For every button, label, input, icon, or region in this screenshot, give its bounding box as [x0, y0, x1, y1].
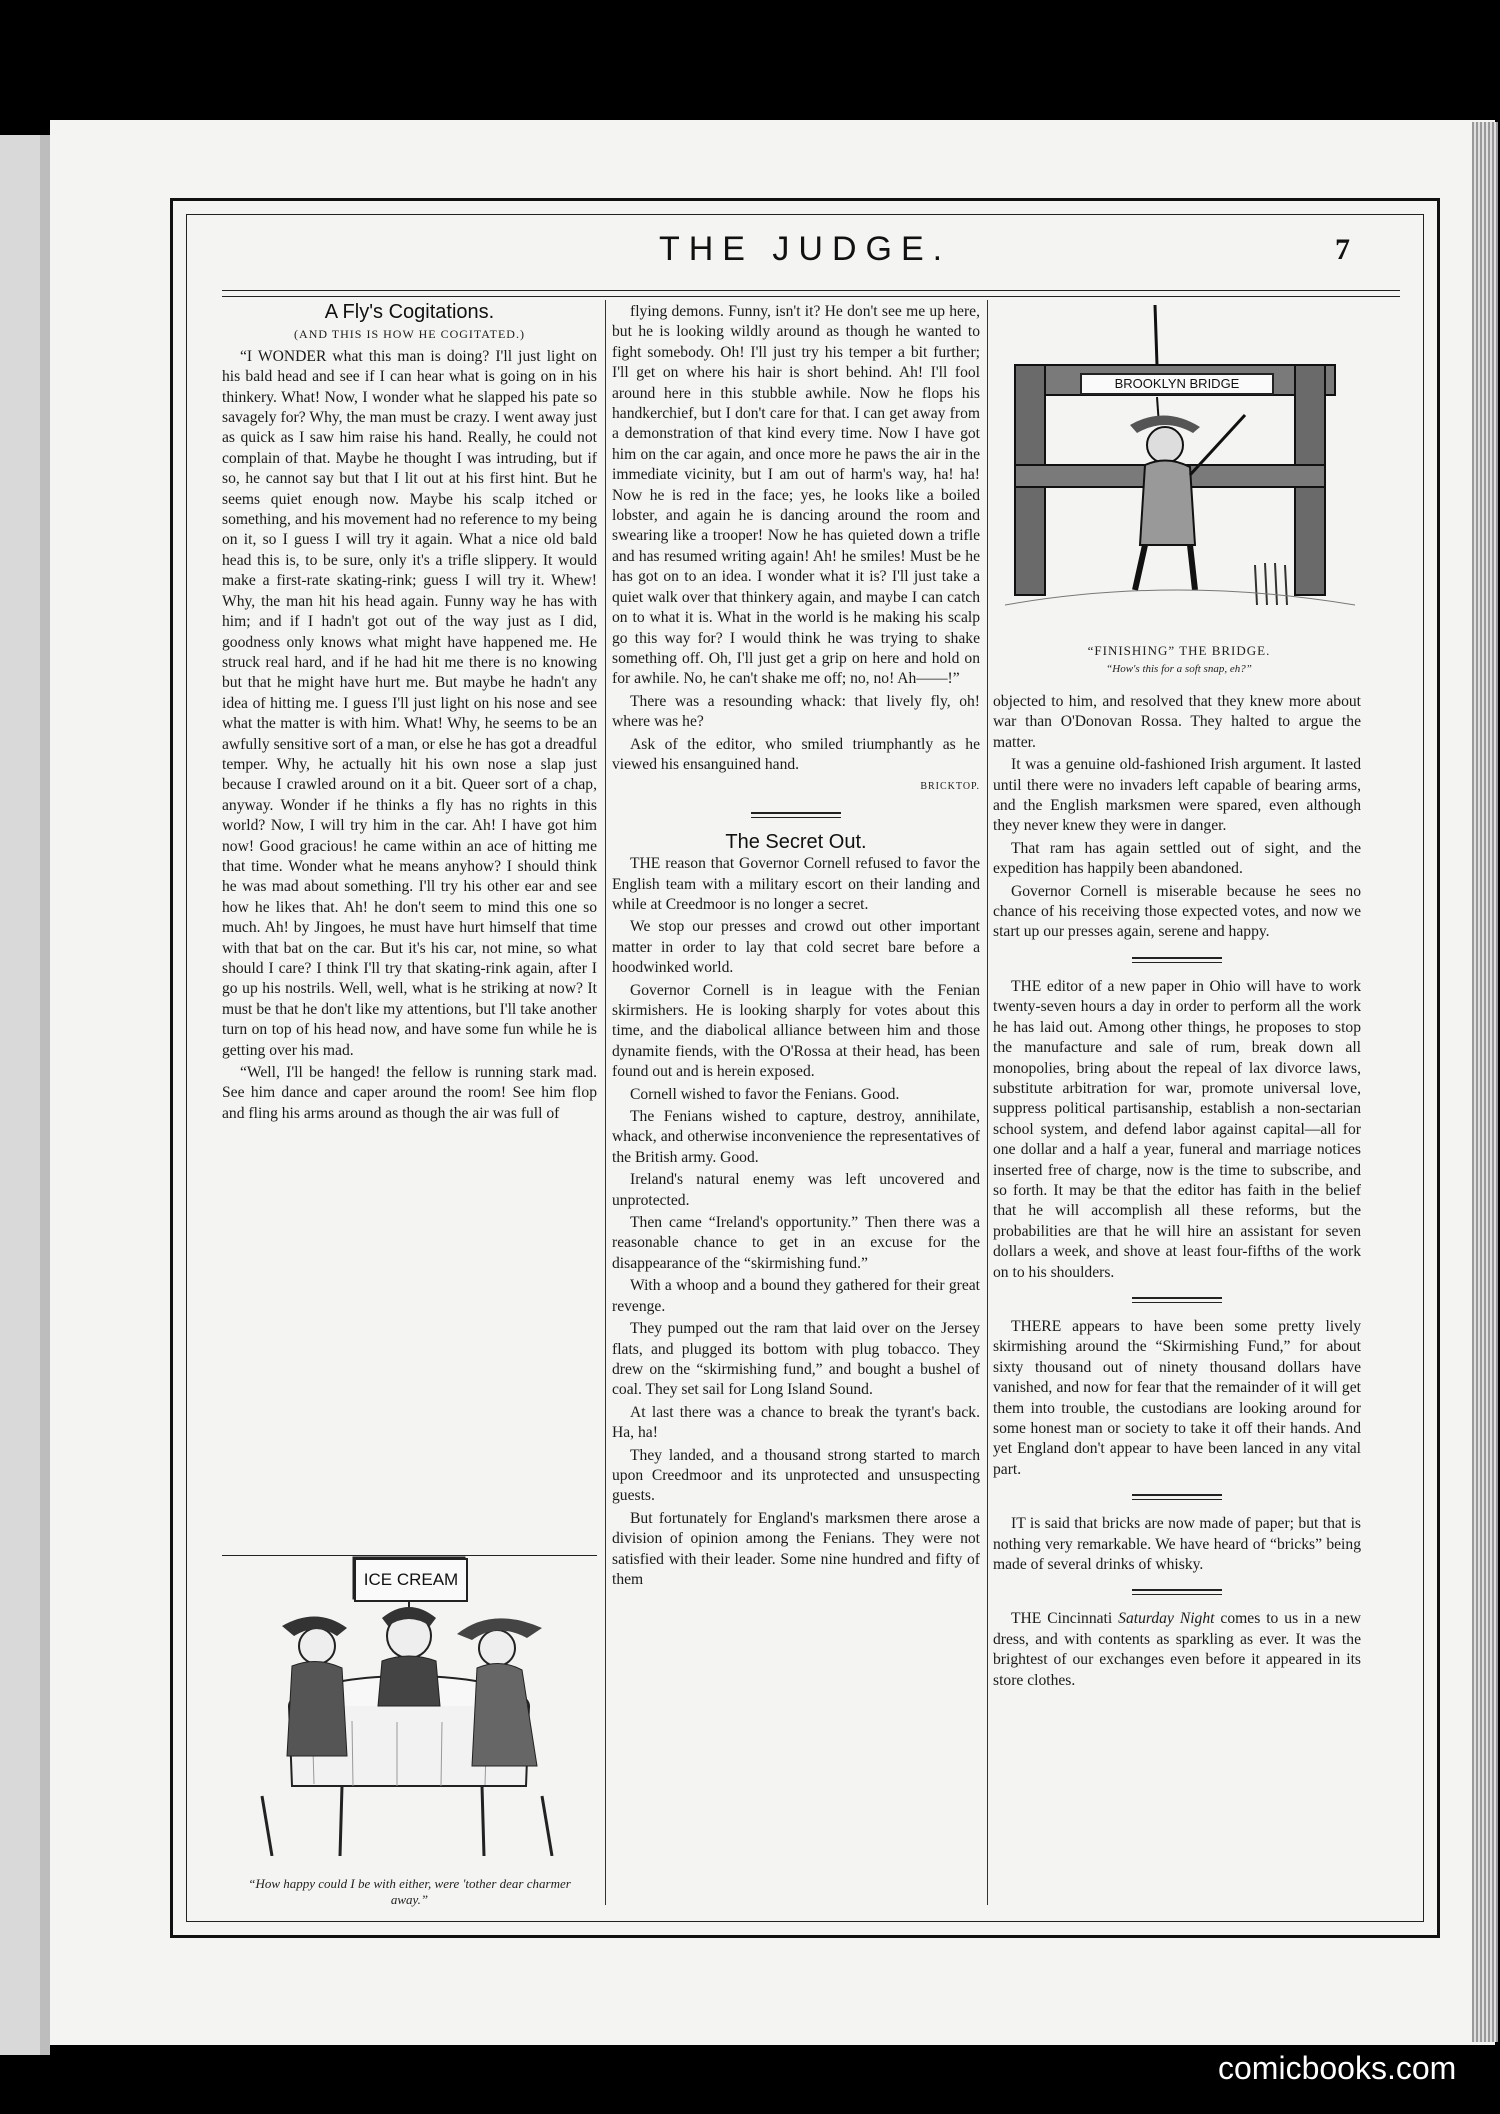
separator-rule: [751, 812, 841, 818]
page-number: 7: [1335, 233, 1350, 266]
column-divider-2: [987, 300, 988, 1905]
paragraph: Governor Cornell is in league with the Fenian skirmishers. He is looking sharply for votes about this time, and the diabolical alliance between him and those dynamite fiends, with the O'Rossa at their head, has been found out and is herein exposed.: [612, 981, 980, 1081]
brooklyn-bridge-sign: BROOKLYN BRIDGE: [1080, 373, 1274, 395]
page-stack-edge: [1472, 122, 1498, 2042]
paragraph: “Well, I'll be hanged! the fellow is running stark mad. See him dance and caper around the room! See him flop and fling his arms around as though the air was full of: [222, 1064, 597, 1122]
illustration-caption: “How's this for a soft snap, eh?”: [1106, 663, 1252, 675]
paragraph: But fortunately for England's marksmen there arose a division of opinion among the Fenians. They were not satisfied with their leader. Some nine hundred and fifty of them: [612, 1509, 980, 1588]
paragraph: That ram has again settled out of sight, and the expedition has happily been abandoned.: [993, 839, 1361, 878]
binding-edge: [40, 135, 50, 2055]
column-1: [222, 302, 597, 1126]
masthead-rule: [222, 290, 1400, 291]
item-italic-title: Saturday Night: [1118, 1610, 1215, 1628]
article-title: The Secret Out.: [725, 830, 867, 853]
brooklyn-bridge-illustration: [995, 305, 1363, 685]
paragraph: There was a resounding whack: that lively fly, oh! where was he?: [612, 692, 980, 731]
paragraph: We stop our presses and crowd out other important matter in order to lay that cold secret bare before a hoodwinked world.: [612, 918, 980, 977]
paragraph: They landed, and a thousand strong started to march upon Creedmoor and its unprotected and unsuspecting guests.: [612, 1446, 980, 1505]
separator-rule: [1132, 957, 1222, 963]
paragraph: objected to him, and resolved that they knew more about war than O'Donovan Rossa. They halted to argue the matter.: [993, 693, 1361, 751]
paragraph: Cornell wished to favor the Fenians. Good.: [630, 1085, 900, 1103]
news-item: THERE appears to have been some pretty lively skirmishing around the “Skirmishing Fund,” for about sixty thousand out of ninety thousand dollars have vanished, and now for fear that the remainder of it will get them into trouble, the custodians are looking around for some honest man or society to take it off their hands. And yet England don't appear to have been lanced in any vital part.: [993, 1317, 1361, 1478]
paragraph: Ireland's natural enemy was left uncovered and unprotected.: [612, 1171, 980, 1209]
article-title: A Fly's Cogitations.: [324, 301, 495, 323]
masthead-rule-2: [222, 296, 1400, 297]
article-signature: BRICKTOP.: [920, 781, 980, 793]
paragraph: “I WONDER what this man is doing? I'll just light on his bald head and see if I can hear what is going on in his thinkery. What! Now, I wonder what he slapped his pate so savagely for? Why, the man must be crazy. I went away just as quick as I saw him raise his hand. Really, he could not complain of that. Maybe he thought I was intruding, but if so, he cannot say but that I lit out at his first hint. But he seems quiet enough now. Maybe his scalp itched or something, and his movement had no reference to my being on it, so I guess I will try it again. What a nice old bald head this is, to be sure, only it's a trifle slippery. It would make a first-rate skating-rink; guess I will try it. Whew! Why, the man hit his head again. Funny way he has with him; and if I hadn't got out of the way just as I did, goodness only knows what might have happened me. He struck real hard, and if he had hit me there is no knowing but that he might have hurt me. But maybe he hadn't any idea of hitting me. I guess I'll just light on his nose and see what the matter is with him. What! Why, he seems to be an awfully sensitive sort of a man, or else he has got a dreadful temper. Why, he actually hit his own nose a slap just because I crawled around on it a bit. Queer sort of a chap, anyway. Wonder if he thinks a fly has no rights in this world? Now, I will try him in the car. Ah! I have got him now! Good gracious! he came within an ace of hitting me that time. Wonder what he means anyhow? I should think he was mad about something. I'll try his other ear and see how he likes that. Ah! he don't seem to mind this one so much. Ah! by Jingoes, he must have hurt himself that time with that bat on the car. But it's his car, not mine, so what should I care? I think I'll try that skating-rink again, after I go up his nostrils. Well, well, what is he striking at now? It must be that he don't like my attentions, but I'll take another turn on top of his head now, and have some fun while he is getting over his mad.: [222, 347, 597, 1059]
paragraph: They pumped out the ram that laid over on the Jersey flats, and plugged its bottom with plug tobacco. They drew on the “skirmishing fund,” and bought a bushel of coal. They set sail for Long Island Sound.: [612, 1320, 980, 1399]
separator-rule: [1132, 1589, 1222, 1595]
paragraph: Then came “Ireland's opportunity.” Then there was a reasonable chance to get in an excuse for the disappearance of the “skirmishing fund.”: [612, 1214, 980, 1272]
illustration-title: “FINISHING” THE BRIDGE.: [1087, 643, 1271, 658]
separator-rule: [1132, 1297, 1222, 1303]
bridge-drawing: [995, 305, 1363, 625]
paragraph: flying demons. Funny, isn't it? He don't see me up here, but he is looking wildly around as though he wanted to fight somebody. Oh! I'll just try his temper a bit further; I'll get on where his hair is short behind. Ah! I'll fool around here in this stubble awhile. Now he flops his handkerchief, but I don't care for that. I can get away from a demonstration of that kind every time. Now I have got him on the car again, and once more he paws the air in the immediate vicinity, but I am out of harm's way, ha! ha! Now he is red in the face; yes, he looks like a boiled lobster, and again he is dancing around the room and swearing like a trooper! Now he has quieted down a trifle and has resumed writing again! Ah! he smiles! Must be he has got on to an idea. I wonder what it is? I'll just take a quiet walk over that thinkery again, and maybe I can catch on to what it is. What in the world is he making his scalp go this way for? I would think he was trying to shake something off. Oh, I'll just get a grip on here and hold on for awhile. No, he can't shake me off; no, no! Ah——!”: [612, 303, 980, 688]
item-text: comes to us in a new dress, and with contents as sparkling as ever. It was the brightest of our exchanges even before it appeared in its store clothes.: [993, 1610, 1361, 1689]
separator-rule: [1132, 1494, 1222, 1500]
paragraph: Governor Cornell is miserable because he sees no chance of his receiving those expected votes, and now we start up our presses again, serene and happy.: [993, 882, 1361, 941]
ice-cream-sign: ICE CREAM: [354, 1558, 468, 1602]
paragraph: Ask of the editor, who smiled triumphantly as he viewed his ensanguined hand.: [612, 735, 980, 773]
paragraph: With a whoop and a bound they gathered for their great revenge.: [612, 1277, 980, 1315]
watermark: comicbooks.com: [1218, 2050, 1457, 2086]
illustration-caption: “How happy could I be with either, were 'tother dear charmer away.”: [248, 1876, 571, 1907]
item-text: THE Cincinnati: [1011, 1610, 1119, 1628]
article-subtitle: (AND THIS IS HOW HE COGITATED.): [294, 327, 525, 342]
news-item: [993, 1609, 1361, 1691]
paragraph: At last there was a chance to break the tyrant's back. Ha, ha!: [612, 1403, 980, 1442]
news-item: THE editor of a new paper in Ohio will have to work twenty-seven hours a day in order to perform all the work he has laid out. Among other things, he proposes to stop the manufacture and sale of rum, break down all monopolies, bring about the repeal of lax divorce laws, substitute arbitration for war, promote universal love, suppress political partisanship, establish a non-sectarian school system, and defend labor against capital—all for one dollar and a half a year, funeral and marriage notices inserted free of charge, now is the time to subscribe, and so forth. It may be that the editor has faith in the belief that he will accomplish all these reforms, but the probabilities are that he will hire an assistant for seven dollars a week, and shove at least four-fifths of the work on to his shoulders.: [993, 977, 1361, 1281]
column-2: [612, 302, 980, 1592]
ice-cream-illustration: [222, 1555, 597, 1916]
column-3: [993, 692, 1361, 1693]
paragraph: THE reason that Governor Cornell refused to favor the English team with a military escort on their landing and while at Creedmoor is no longer a secret.: [612, 855, 980, 913]
paragraph: It was a genuine old-fashioned Irish argument. It lasted until there were no invaders left capable of bearing arms, and the English marksmen were spared, even although they never knew they were in danger.: [993, 756, 1361, 835]
news-item: IT is said that bricks are now made of paper; but that is nothing very remarkable. We have heard of “bricks” being made of several drinks of whisky.: [993, 1515, 1361, 1574]
masthead: THE JUDGE.: [658, 230, 952, 268]
paragraph: The Fenians wished to capture, destroy, annihilate, whack, and otherwise inconvenience the representatives of the British army. Good.: [612, 1108, 980, 1166]
column-divider-1: [605, 300, 606, 1905]
